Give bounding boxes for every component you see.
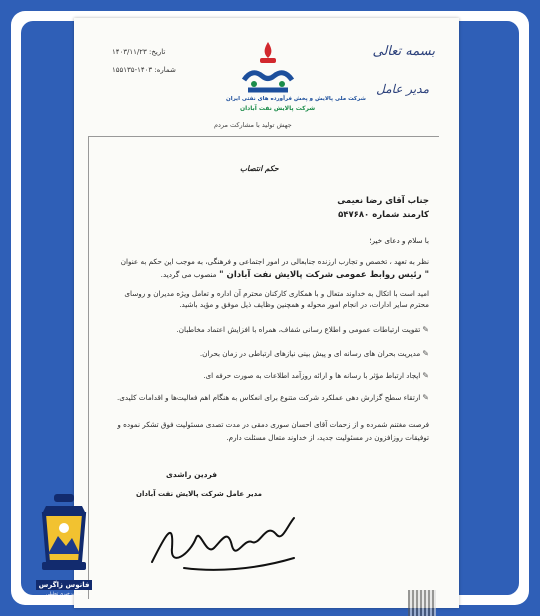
recipient-id: کارمند شماره ۵۴۷۶۸۰ bbox=[338, 210, 429, 220]
watermark-site: سایت خبری تحلیلی bbox=[45, 592, 83, 597]
greeting: با سلام و دعای خیر؛ bbox=[369, 236, 429, 245]
date-value: ۱۴۰۳/۱۱/۲۳ bbox=[112, 48, 147, 56]
bullet-icon: ✎ bbox=[422, 325, 429, 334]
company-line2: شرکت پالایش نفت آبادان bbox=[240, 105, 316, 112]
subject: حکم انتصاب bbox=[240, 164, 279, 173]
date-label: تاریخ: bbox=[149, 48, 166, 56]
signer-title: مدیر عامل شرکت پالایش نفت آبادان bbox=[136, 490, 262, 498]
watermark-logo bbox=[36, 492, 92, 606]
appointment-suffix: منصوب می گردید. bbox=[160, 270, 217, 279]
letter-paper bbox=[74, 18, 459, 608]
number-value: ۱۴۰۳-۱۵۵۱۳۵ bbox=[112, 66, 153, 74]
number-label: شماره: bbox=[154, 66, 176, 74]
appointment-line bbox=[161, 270, 429, 280]
signature-icon bbox=[144, 498, 314, 578]
bullet-icon: ✎ bbox=[422, 393, 429, 402]
duty-item bbox=[109, 324, 429, 335]
duty-text: مدیریت بحران های رسانه ای و پیش بینی نیازهای ارتباطی در زمان بحران. bbox=[199, 349, 421, 358]
watermark-brand: فانوس زاگرس bbox=[36, 580, 92, 590]
paragraph-1: نظر به تعهد ، تخصص و تجارب ارزنده جنابعالی در امور اجتماعی و فرهنگی، به موجب این حکم به عنوان bbox=[120, 257, 429, 266]
duty-text: ایجاد ارتباط مؤثر با رسانه ها و ارائه روزآمد اطلاعات به صورت حرفه ای. bbox=[203, 371, 421, 380]
duty-item bbox=[109, 392, 429, 403]
appointment-title: " رئیس روابط عمومی شرکت پالایش نفت آبادان " bbox=[219, 270, 429, 280]
bullet-icon: ✎ bbox=[422, 349, 429, 358]
closing-paragraph: فرصت مغتنم شمرده و از زحمات آقای احسان سوری دمقی در مدت تصدی مسئولیت فوق تشکر نموده و توفیقات روزافزون در مسئولیت جدید، از خداوند متعال مسئلت دارم. bbox=[117, 420, 429, 442]
signer-title-top: مدیر عامل bbox=[376, 82, 429, 96]
date-row bbox=[112, 48, 165, 56]
company-line1: شرکت ملی پالایش و پخش فرآورده های نفتی ایران bbox=[226, 96, 366, 102]
salutation-top: بسمه تعالی bbox=[372, 44, 435, 59]
duty-text: ارتقاء سطح گزارش دهی عملکرد شرکت متنوع برای انعکاس به هنگام اهم فعالیت‌ها و اقدامات کلیدی. bbox=[116, 393, 421, 402]
slogan: جهش تولید با مشارکت مردم bbox=[214, 121, 292, 129]
paragraph-2: امید است با اتکال به خداوند متعال و با همکاری کارکنان محترم آن اداره و تعامل ویژه مدیران و روسای محترم سایر ادارات، در انجام امور محوله و همچنین وظایف ذیل موفق و مؤید باشید. bbox=[124, 289, 429, 309]
lantern-icon bbox=[36, 492, 92, 584]
bullet-icon: ✎ bbox=[422, 371, 429, 380]
duty-item bbox=[109, 348, 429, 359]
duty-item bbox=[109, 370, 429, 381]
number-row bbox=[112, 66, 176, 74]
qr-code-icon bbox=[408, 590, 436, 616]
signer-name: فردین راشدی bbox=[166, 470, 218, 479]
recipient-name: جناب آقای رضا نعیمی bbox=[337, 196, 429, 206]
duty-text: تقویت ارتباطات عمومی و اطلاع رسانی شفاف، همراه با افزایش اعتماد مخاطبان. bbox=[176, 325, 421, 334]
